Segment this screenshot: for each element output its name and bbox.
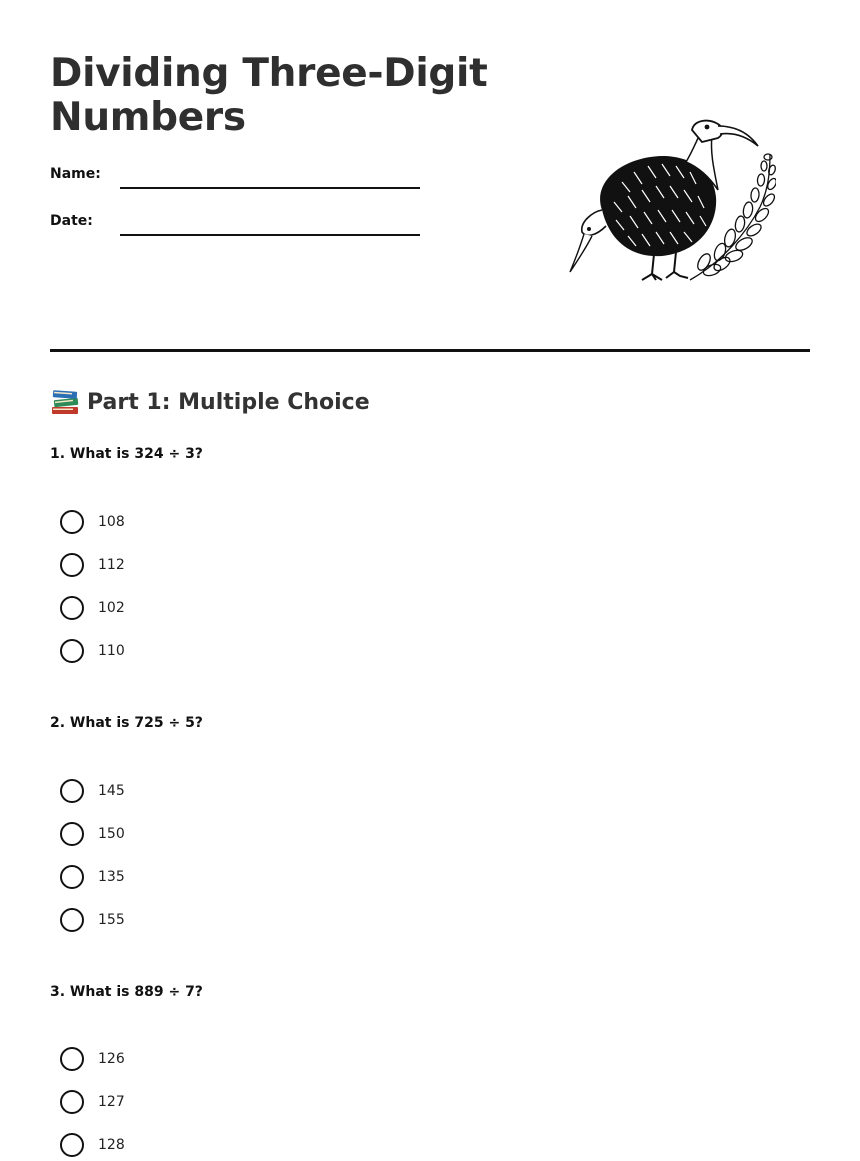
radio-button[interactable]: [60, 639, 84, 663]
option-label: 135: [98, 869, 125, 885]
option-label: 110: [98, 643, 125, 659]
question-1-option-3[interactable]: [60, 595, 125, 621]
question-1-option-2[interactable]: [60, 552, 125, 578]
books-icon: [50, 388, 80, 416]
question-1-option-1[interactable]: [60, 509, 125, 535]
question-2-option-1[interactable]: [60, 778, 125, 804]
question-3-option-1[interactable]: [60, 1046, 125, 1072]
option-label: 145: [98, 783, 125, 799]
name-field-line[interactable]: [120, 187, 420, 189]
option-label: 155: [98, 912, 125, 928]
date-field-line[interactable]: [120, 234, 420, 236]
name-label: Name:: [50, 166, 101, 182]
question-3: 3. What is 889 ÷ 7?: [50, 984, 203, 1000]
date-label: Date:: [50, 213, 93, 229]
question-2-option-3[interactable]: [60, 864, 125, 890]
radio-button[interactable]: [60, 1090, 84, 1114]
radio-button[interactable]: [60, 865, 84, 889]
kiwi-bird-illustration-icon: [562, 112, 776, 290]
radio-button[interactable]: [60, 1047, 84, 1071]
question-3-option-2[interactable]: [60, 1089, 125, 1115]
option-label: 108: [98, 514, 125, 530]
option-label: 127: [98, 1094, 125, 1110]
question-3-option-3[interactable]: [60, 1132, 125, 1158]
option-label: 128: [98, 1137, 125, 1153]
radio-button[interactable]: [60, 822, 84, 846]
radio-button[interactable]: [60, 908, 84, 932]
option-label: 150: [98, 826, 125, 842]
worksheet-title: Dividing Three-Digit Numbers: [50, 51, 488, 140]
option-label: 102: [98, 600, 125, 616]
option-label: 126: [98, 1051, 125, 1067]
question-1: 1. What is 324 ÷ 3?: [50, 446, 203, 462]
radio-button[interactable]: [60, 510, 84, 534]
section-heading: [50, 388, 370, 416]
radio-button[interactable]: [60, 1133, 84, 1157]
radio-button[interactable]: [60, 779, 84, 803]
question-2: 2. What is 725 ÷ 5?: [50, 715, 203, 731]
question-2-option-2[interactable]: [60, 821, 125, 847]
option-label: 112: [98, 557, 125, 573]
question-1-option-4[interactable]: [60, 638, 125, 664]
section-divider: [50, 349, 810, 352]
section-title: Part 1: Multiple Choice: [87, 389, 370, 415]
radio-button[interactable]: [60, 596, 84, 620]
radio-button[interactable]: [60, 553, 84, 577]
question-2-option-4[interactable]: [60, 907, 125, 933]
